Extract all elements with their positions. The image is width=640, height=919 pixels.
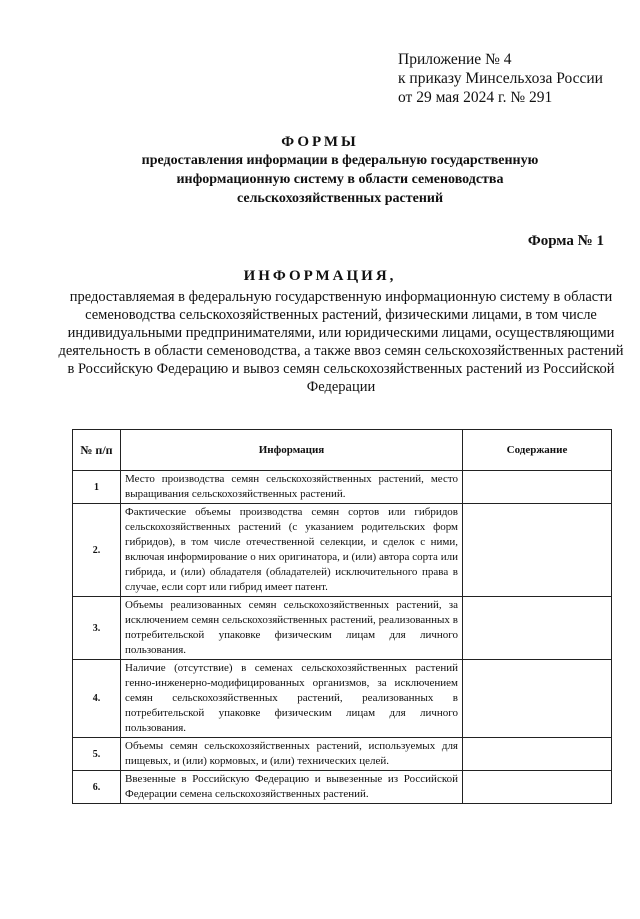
row-content-cell[interactable] <box>463 471 612 504</box>
row-number: 3. <box>73 597 121 660</box>
row-number: 5. <box>73 738 121 771</box>
table-row <box>73 660 612 738</box>
row-information: Объемы семян сельскохозяйственных растений, используемых для пищевых, и (или) кормовых, и (или) технических целей. <box>121 738 463 771</box>
form-number: Форма № 1 <box>527 233 604 249</box>
header-content: Содержание <box>463 430 612 471</box>
table-row <box>73 738 612 771</box>
row-information: Ввезенные в Российскую Федерацию и вывезенные из Российской Федерации семена сельскохозяйственных растений. <box>121 771 463 804</box>
table-header-row <box>73 430 612 471</box>
row-number: 4. <box>73 660 121 738</box>
information-table <box>72 429 612 804</box>
header-information: Информация <box>121 430 463 471</box>
appendix-line: Приложение № 4 <box>398 51 512 68</box>
header-number: № п/п <box>73 430 121 471</box>
row-content-cell[interactable] <box>463 771 612 804</box>
info-title: ИНФОРМАЦИЯ, <box>243 268 397 284</box>
forms-subtitle-line: сельскохозяйственных растений <box>236 191 444 206</box>
forms-subtitle <box>90 151 590 208</box>
row-content-cell[interactable] <box>463 504 612 597</box>
order-ref-line: к приказу Минсельхоза России <box>398 70 603 87</box>
row-content-cell[interactable] <box>463 738 612 771</box>
row-information: Фактические объемы производства семян сортов или гибридов сельскохозяйственных растений (с указанием родительских форм гибридов), в том числе отечественной селекции, и сделок с ними, включая информирование о них оригинатора, и (или) автора сорта или гибрида, и (или) обладателя (обладателей) исключительного права в случае, если сорт или гибрид имеет патент. <box>121 504 463 597</box>
row-number: 2. <box>73 504 121 597</box>
table-row <box>73 597 612 660</box>
table-row <box>73 771 612 804</box>
row-number: 1 <box>73 471 121 504</box>
forms-title: ФОРМЫ <box>281 134 359 150</box>
forms-subtitle-line: предоставления информации в федеральную государственную <box>141 153 539 168</box>
row-information: Объемы реализованных семян сельскохозяйственных растений, за исключением семян сельскохозяйственных растений, реализованных в потребительской упаковке физическим лицам для личного пользования. <box>121 597 463 660</box>
table-row <box>73 471 612 504</box>
order-date-line: от 29 мая 2024 г. № 291 <box>398 89 553 106</box>
info-subtitle: предоставляемая в федеральную государственную информационную систему в области семеноводства сельскохозяйственных растений, физическими лицами, в том числе индивидуальными предпринимателями, или юридическими лицами, осуществляющими деятельность в области семеноводства, а также ввоз семян сельскохозяйственных растений в Российскую Федерацию и вывоз семян сельскохозяйственных растений из Российской Федерации <box>58 289 624 395</box>
row-number: 6. <box>73 771 121 804</box>
row-content-cell[interactable] <box>463 660 612 738</box>
row-information: Наличие (отсутствие) в семенах сельскохозяйственных растений генно-инженерно-модифицированных организмов, за исключением семян сельскохозяйственных растений, реализованных в потребительской упаковке физическим лицам для личного пользования. <box>121 660 463 738</box>
row-information: Место производства семян сельскохозяйственных растений, место выращивания сельскохозяйственных растений. <box>121 471 463 504</box>
forms-subtitle-line: информационную систему в области семеноводства <box>176 172 504 187</box>
row-content-cell[interactable] <box>463 597 612 660</box>
appendix-header <box>398 50 603 107</box>
table-row <box>73 504 612 597</box>
